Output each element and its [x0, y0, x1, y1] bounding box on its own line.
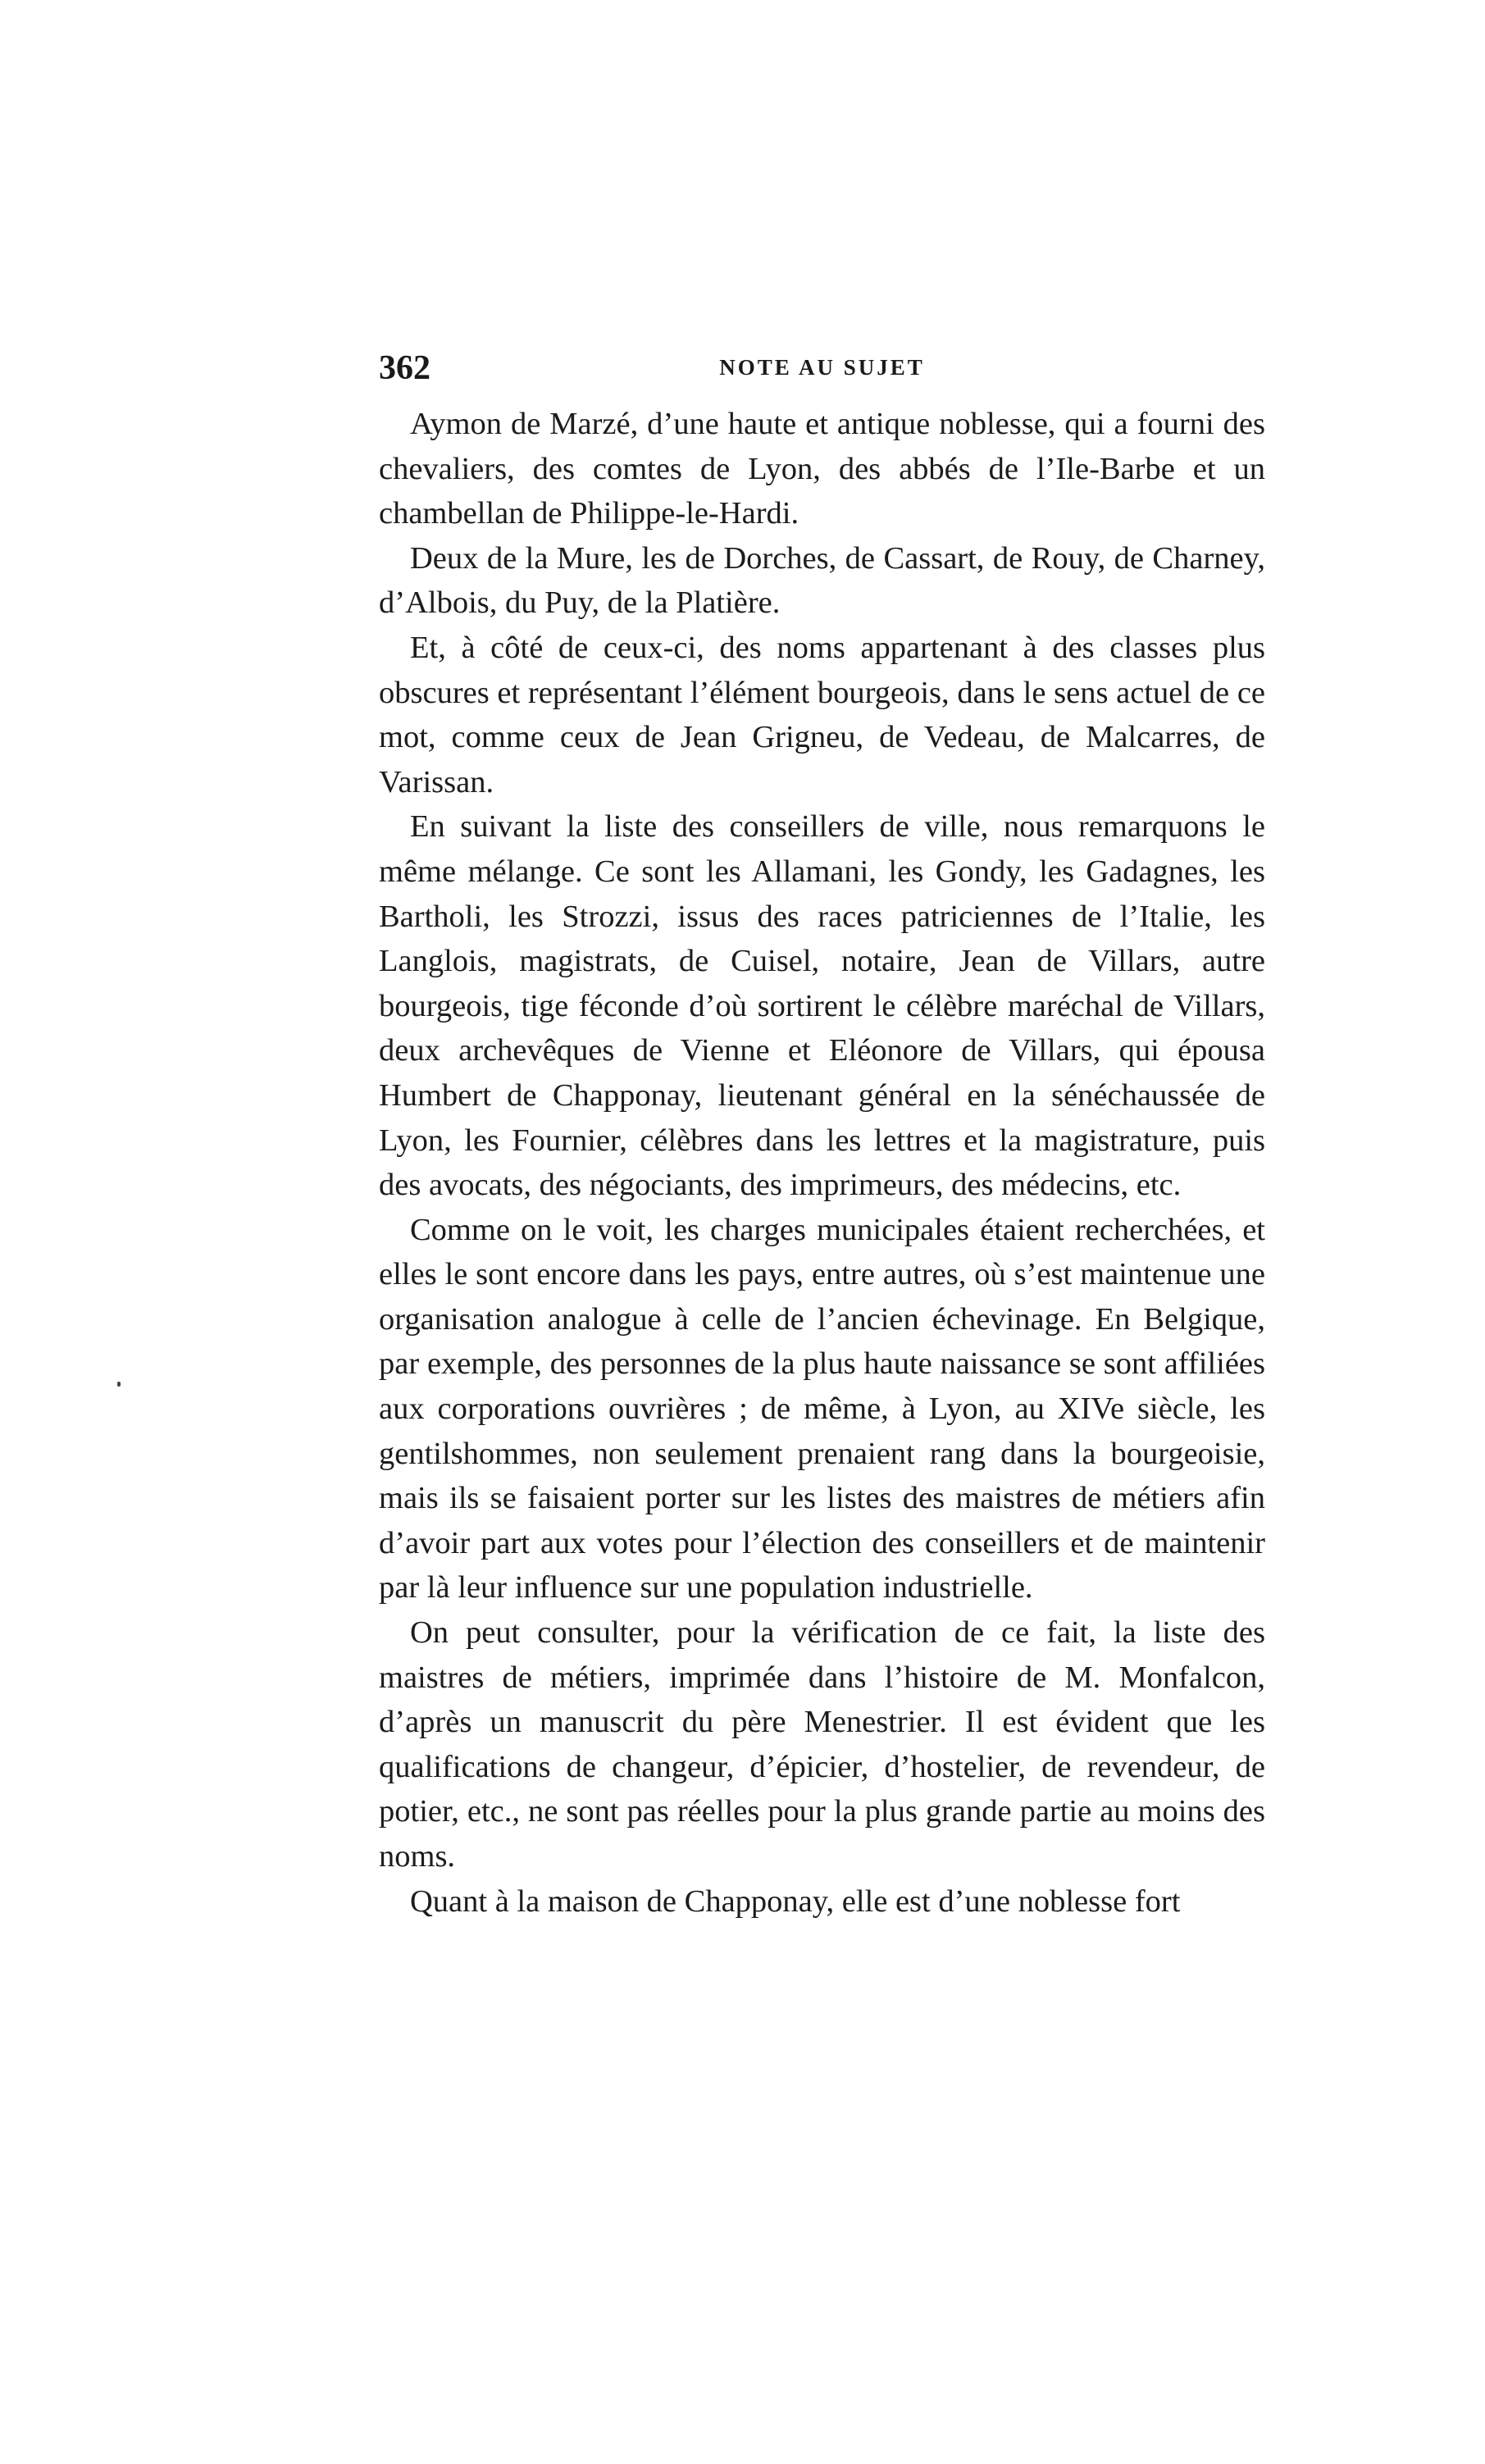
body-text	[379, 402, 1265, 1924]
ink-speck	[117, 1382, 121, 1387]
paragraph-3: Et, à côté de ceux-ci, des noms appartenant à des classes plus obscures et représentant l’élément bourgeois, dans le sens actuel de ce mot, comme ceux de Jean Grigneu, de Vedeau, de Malcarres, de Varissan.	[379, 630, 1265, 799]
page-header	[379, 348, 1265, 398]
paragraph-5: Comme on le voit, les charges municipales étaient recherchées, et elles le sont encore dans les pays, entre autres, où s’est maintenue une organisation analogue à celle de l’ancien échevinage. En Belgique, par exemple, des personnes de la plus haute naissance se sont affiliées aux corporations ouvrières ; de même, à Lyon, au XIVe siècle, les gentilshommes, non seulement prenaient rang dans la bourgeoisie, mais ils se faisaient porter sur les listes des maistres de métiers afin d’avoir part aux votes pour l’élection des conseillers et de maintenir par là leur influence sur une population industrielle.	[379, 1212, 1265, 1605]
paragraph-7: Quant à la maison de Chapponay, elle est d’une noblesse fort	[410, 1883, 1181, 1919]
running-head: NOTE AU SUJET	[719, 355, 925, 380]
paragraph-6: On peut consulter, pour la vérification de ce fait, la liste des maistres de métiers, imprimée dans l’histoire de M. Monfalcon, d’après un manuscrit du père Menestrier. Il est évident que les qualifications de changeur, d’épicier, d’hostelier, de revendeur, de potier, etc., ne sont pas réelles pour la plus grande partie au moins des noms.	[379, 1615, 1265, 1874]
page-number: 362	[379, 349, 430, 387]
paragraph-2: Deux de la Mure, les de Dorches, de Cassart, de Rouy, de Charney, d’Albois, du Puy, de la Platière.	[379, 540, 1265, 621]
paragraph-1: Aymon de Marzé, d’une haute et antique noblesse, qui a fourni des chevaliers, des comtes de Lyon, des abbés de l’Ile-Barbe et un chambellan de Philippe-le-Hardi.	[379, 407, 1265, 531]
paragraph-4: En suivant la liste des conseillers de ville, nous remarquons le même mélange. Ce sont les Allamani, les Gondy, les Gadagnes, les Bartholi, les Strozzi, issus des races patriciennes de l’Italie, les Langlois, magistrats, de Cuisel, notaire, Jean de Villars, autre bourgeois, tige féconde d’où sortirent le célèbre maréchal de Villars, deux archevêques de Vienne et Eléonore de Villars, qui épousa Humbert de Chapponay, lieutenant général en la sénéchaussée de Lyon, les Fournier, célèbres dans les lettres et la magistrature, puis des avocats, des négociants, des imprimeurs, des médecins, etc.	[379, 809, 1265, 1203]
